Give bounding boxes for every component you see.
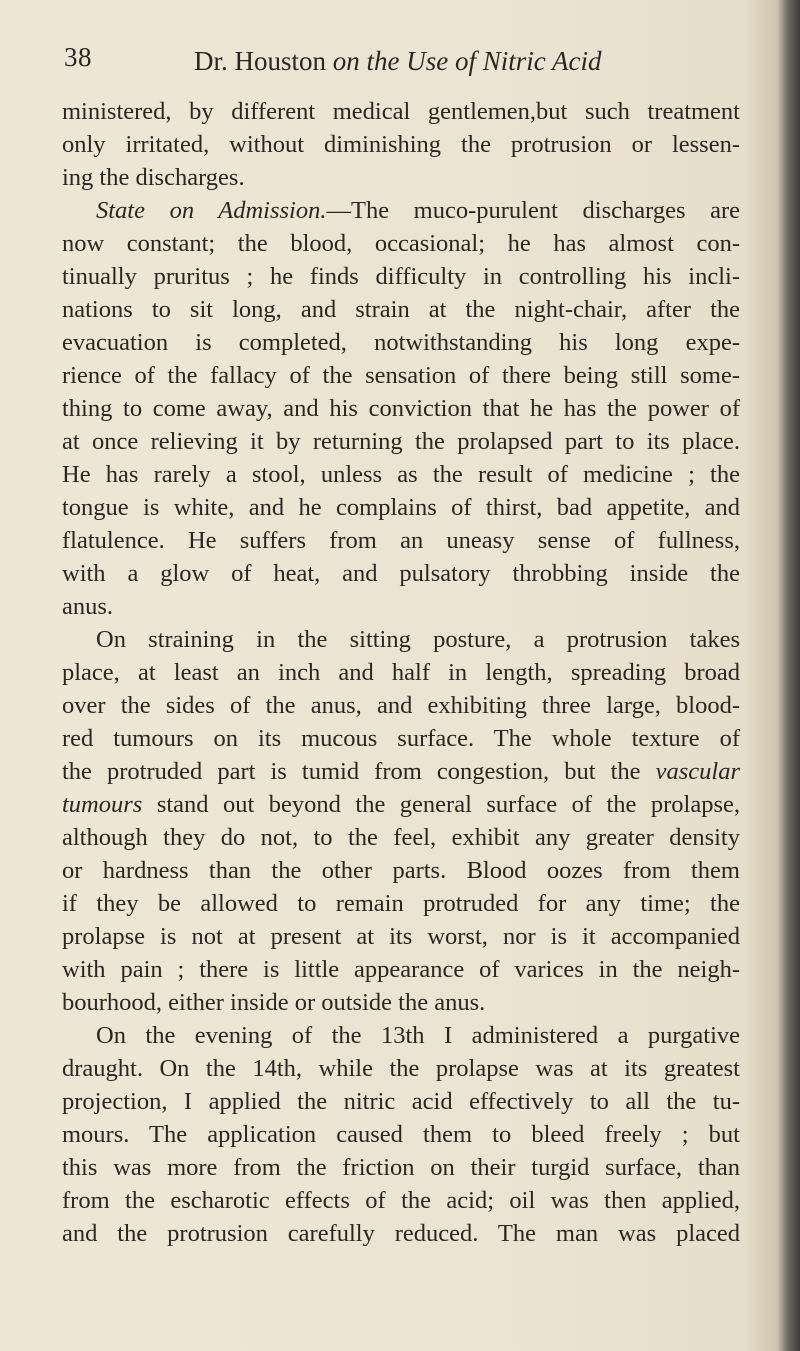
emphasis-text: vascular [655, 758, 740, 785]
text-line: tongue is white, and he complains of thirst, bad appetite, and [62, 494, 740, 521]
section-heading: State on Admission. [96, 197, 327, 224]
running-title-author: Dr. Houston [194, 46, 327, 76]
text-line: anus. [62, 593, 114, 620]
text-line: thing to come away, and his conviction that he has the power of [62, 395, 740, 422]
text-line: prolapse is not at present at its worst, nor is it accompanied [62, 923, 740, 950]
text-line: ministered, by different medical gentlemen,but such treatment [62, 98, 740, 125]
emphasis-text: tumours [62, 791, 143, 818]
text-line: now constant; the blood, occasional; he has almost con- [62, 230, 740, 257]
text-line: projection, I applied the nitric acid effectively to all the tu- [62, 1088, 740, 1115]
text-line [96, 197, 740, 227]
text-line: He has rarely a stool, unless as the result of medicine ; the [62, 461, 740, 488]
text-line: red tumours on its mucous surface. The whole texture of [62, 725, 740, 752]
running-title-subject: on the Use of Nitric Acid [332, 46, 602, 76]
text-line: if they be allowed to remain protruded for any time; the [62, 890, 740, 917]
text-line: only irritated, without diminishing the protrusion or lessen- [62, 131, 740, 158]
text-line: and the protrusion carefully reduced. The man was placed [62, 1220, 740, 1247]
text-line: On straining in the sitting posture, a protrusion takes [96, 626, 740, 653]
text-span: the protruded part is tumid from congestion, but the [62, 758, 641, 785]
text-line: rience of the fallacy of the sensation of there being still some- [62, 362, 740, 389]
page-number: 38 [64, 42, 92, 72]
text-line: flatulence. He suffers from an uneasy sense of fullness, [62, 527, 740, 554]
text-line: On the evening of the 13th I administered a purgative [96, 1022, 740, 1049]
text-line: or hardness than the other parts. Blood oozes from them [62, 857, 740, 884]
text-line [62, 791, 740, 821]
text-line: over the sides of the anus, and exhibiting three large, blood- [62, 692, 740, 719]
text-line: bourhood, either inside or outside the anus. [62, 989, 486, 1016]
text-line: with a glow of heat, and pulsatory throbbing inside the [62, 560, 740, 587]
text-line: although they do not, to the feel, exhibit any greater density [62, 824, 740, 851]
text-line: ing the discharges. [62, 164, 245, 191]
text-line: draught. On the 14th, while the prolapse was at its greatest [62, 1055, 740, 1082]
running-header [64, 42, 744, 82]
text-line: with pain ; there is little appearance of varices in the neigh- [62, 956, 740, 983]
text-line [62, 758, 740, 788]
running-title [194, 46, 602, 77]
text-line: this was more from the friction on their turgid surface, than [62, 1154, 740, 1181]
text-line: place, at least an inch and half in length, spreading broad [62, 659, 740, 686]
text-line: from the escharotic effects of the acid; oil was then applied, [62, 1187, 740, 1214]
text-line: mours. The application caused them to bleed freely ; but [62, 1121, 740, 1148]
text-line: tinually pruritus ; he finds difficulty in controlling his incli- [62, 263, 740, 290]
text-line: nations to sit long, and strain at the night-chair, after the [62, 296, 740, 323]
text-span: —The muco-purulent discharges are [326, 197, 741, 224]
page-edge-shadow [778, 0, 800, 1351]
text-line: evacuation is completed, notwithstanding his long expe- [62, 329, 740, 356]
text-line: at once relieving it by returning the prolapsed part to its place. [62, 428, 740, 455]
text-span: stand out beyond the general surface of the prolapse, [156, 791, 741, 818]
